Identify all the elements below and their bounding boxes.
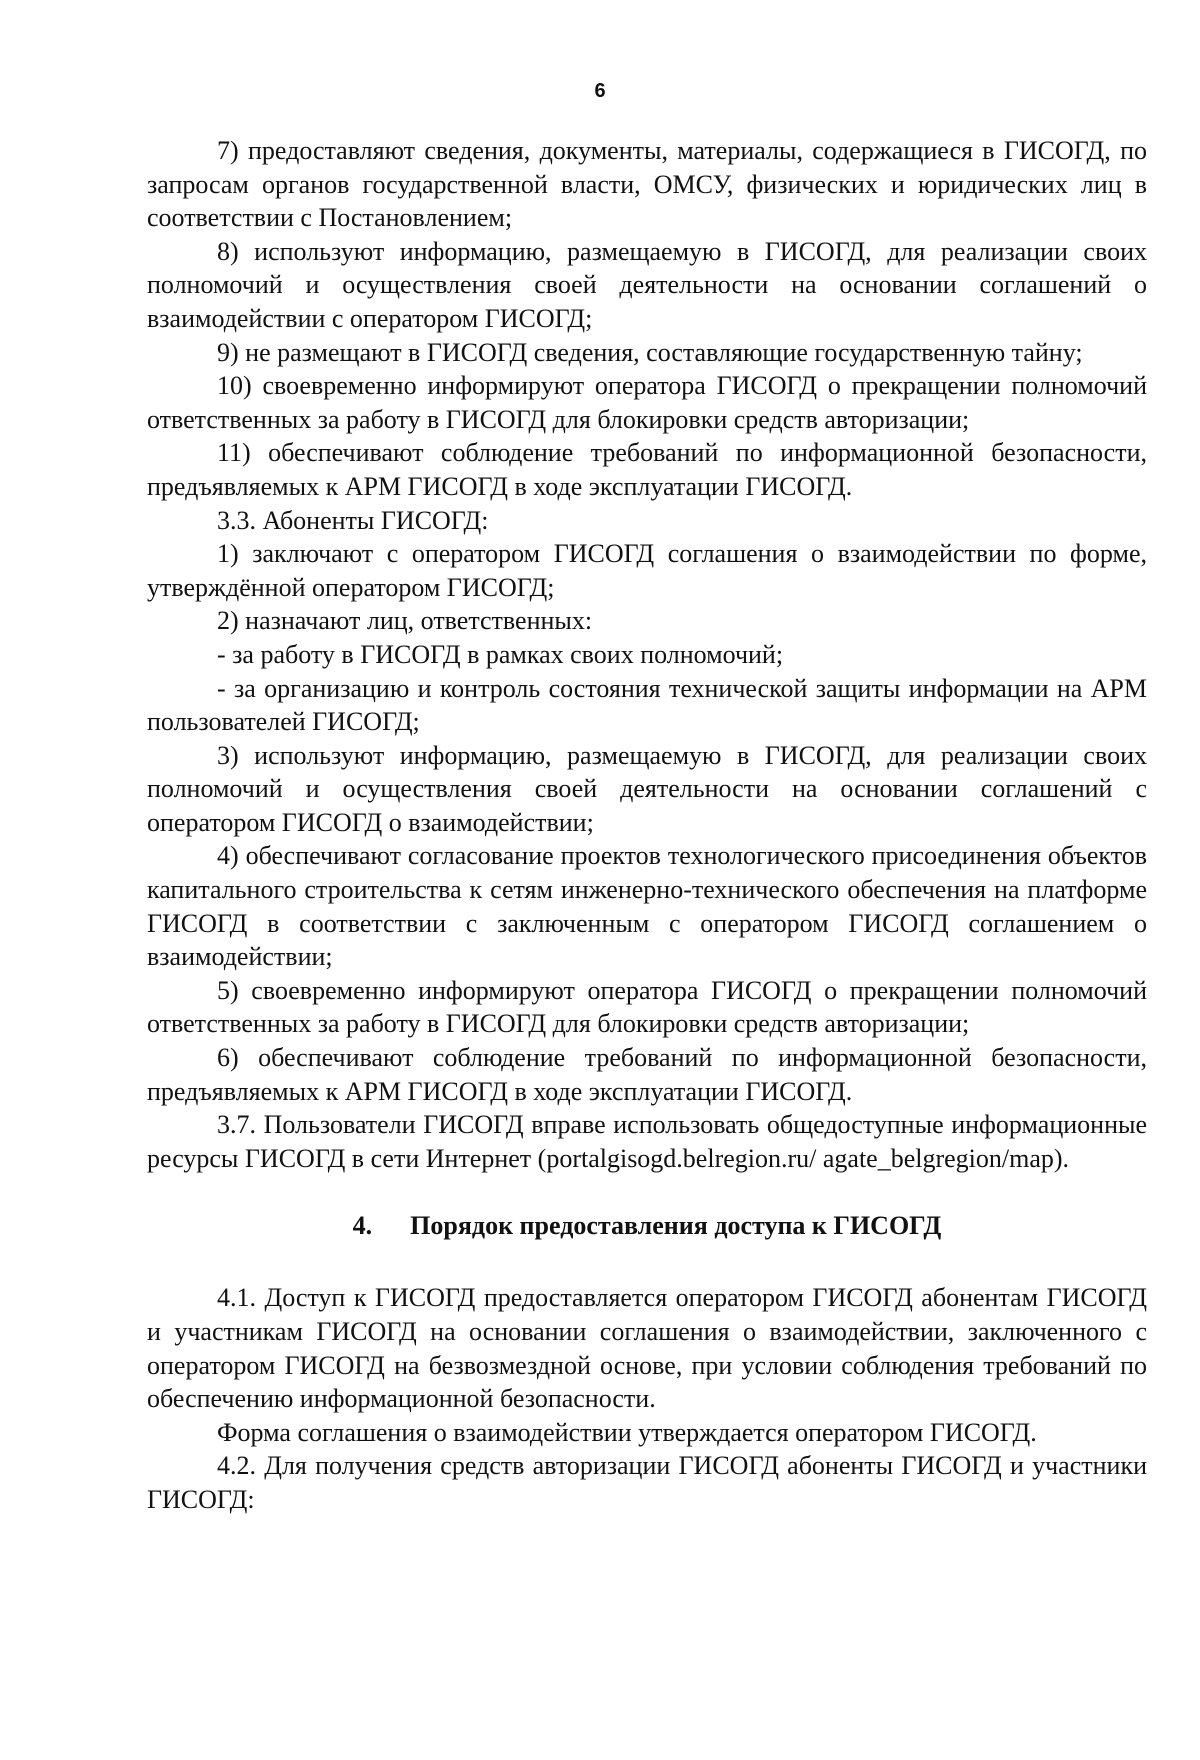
subscriber-item-2: 2) назначают лиц, ответственных: [217, 606, 593, 636]
paragraph-item-11: 11) обеспечивают соблюдение требований по информационной безопасности, предъявляемых к АРМ ГИСОГД в ходе эксплуатации ГИСОГД. [147, 438, 1147, 501]
agreement-form-paragraph: Форма соглашения о взаимодействии утверждается оператором ГИСОГД. [217, 1417, 1037, 1447]
section-number: 4. [352, 1211, 373, 1241]
subscriber-item-3: 3) используют информацию, размещаемую в ГИСОГД, для реализации своих полномочий и осуществления своей деятельности на основании соглашений с оператором ГИСОГД о взаимодействии; [147, 740, 1147, 837]
document-body [147, 134, 1147, 1517]
subscriber-item-1: 1) заключают с оператором ГИСОГД соглашения о взаимодействии по форме, утверждённой оператором ГИСОГД; [147, 539, 1147, 602]
clause-4-2: 4.2. Для получения средств авторизации ГИСОГД абоненты ГИСОГД и участники ГИСОГД: [147, 1451, 1147, 1514]
subscriber-item-2-dash-2: - за организацию и контроль состояния технической защиты информации на АРМ пользователей ГИСОГД; [147, 673, 1147, 737]
subscriber-item-2-dash-1: - за работу в ГИСОГД в рамках своих полномочий; [217, 639, 784, 669]
clause-3-3-heading: 3.3. Абоненты ГИСОГД: [217, 505, 489, 535]
section-title: Порядок предоставления доступа к ГИСОГД [410, 1211, 942, 1241]
paragraph-item-8: 8) используют информацию, размещаемую в ГИСОГД, для реализации своих полномочий и осуществления своей деятельности на основании соглашений о взаимодействии с оператором ГИСОГД; [147, 236, 1147, 333]
subscriber-item-6: 6) обеспечивают соблюдение требований по информационной безопасности, предъявляемых к АРМ ГИСОГД в ходе эксплуатации ГИСОГД. [147, 1043, 1147, 1106]
paragraph-item-7: 7) предоставляют сведения, документы, материалы, содержащиеся в ГИСОГД, по запросам органов государственной власти, ОМСУ, физических и юридических лиц в соответствии с Постановлением; [147, 136, 1147, 233]
paragraph-item-10: 10) своевременно информируют оператора ГИСОГД о прекращении полномочий ответственных за работу в ГИСОГД для блокировки средств авторизации; [147, 371, 1147, 434]
section-4-heading [147, 1209, 1147, 1243]
paragraph-item-9: 9) не размещают в ГИСОГД сведения, составляющие государственную тайну; [217, 337, 1083, 367]
page-number: 6 [594, 80, 606, 102]
subscriber-item-5: 5) своевременно информируют оператора ГИСОГД о прекращении полномочий ответственных за работу в ГИСОГД для блокировки средств авторизации; [147, 975, 1147, 1039]
clause-3-7: 3.7. Пользователи ГИСОГД вправе использовать общедоступные информационные ресурсы ГИСОГД в сети Интернет (portalgisogd.belregion.ru/ agate_belgregion/map). [147, 1110, 1147, 1173]
clause-4-1: 4.1. Доступ к ГИСОГД предоставляется оператором ГИСОГД абонентам ГИСОГД и участникам ГИСОГД на основании соглашения о взаимодействии, заключенного с оператором ГИСОГД на безвозмездной основе, при условии соблюдения требований по обеспечению информационной безопасности. [147, 1283, 1147, 1414]
subscriber-item-4: 4) обеспечивают согласование проектов технологического присоединения объектов капитального строительства к сетям инженерно-технического обеспечения на платформе ГИСОГД в соответствии с заключенным с оператором ГИСОГД соглашением о взаимодействии; [147, 841, 1147, 972]
